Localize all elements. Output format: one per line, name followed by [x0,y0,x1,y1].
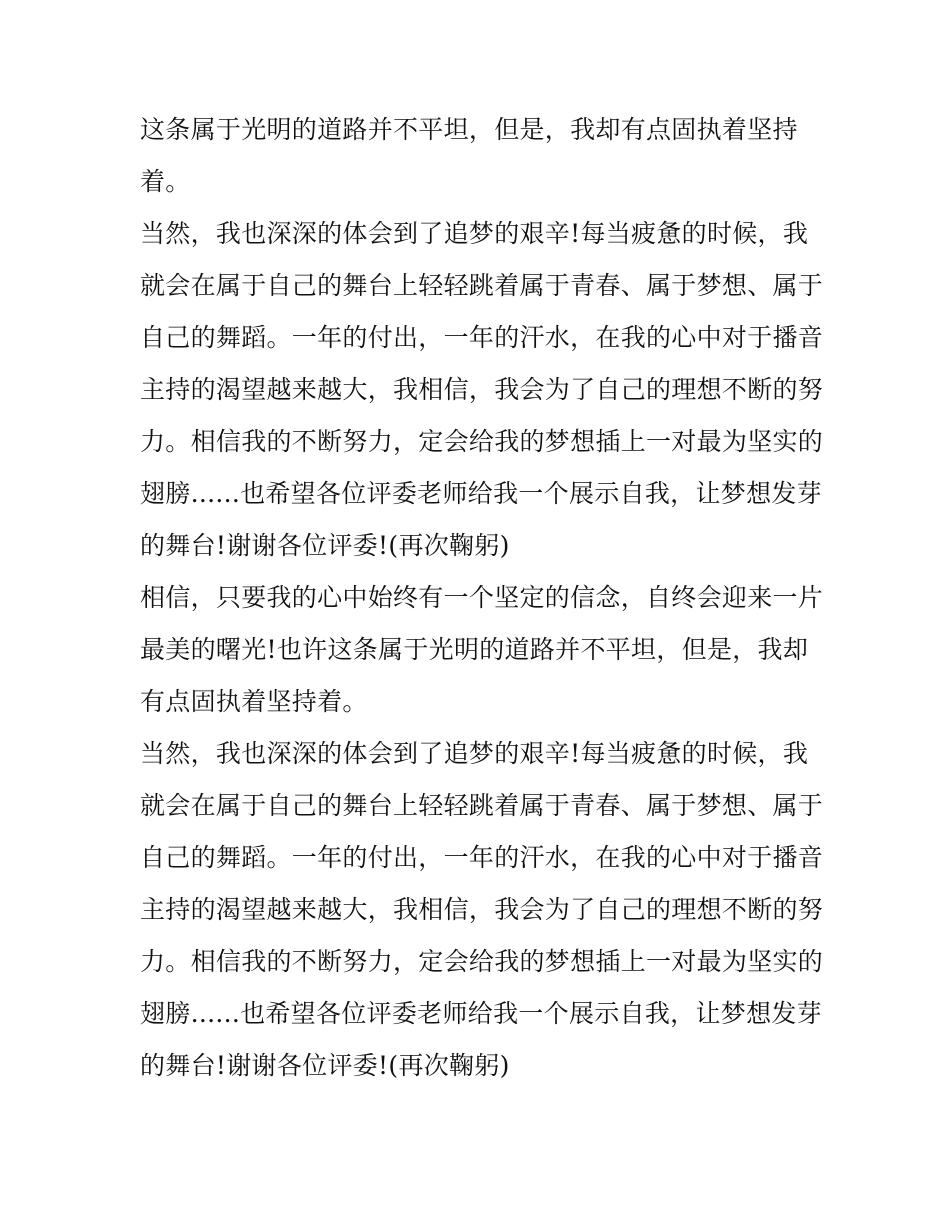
text-line: 就会在属于自己的舞台上轻轻跳着属于青春、属于梦想、属于 [140,271,824,300]
text-line: 自己的舞蹈。一年的付出，一年的汗水，在我的心中对于播音 [140,843,824,872]
text-line: 主持的渴望越来越大，我相信，我会为了自己的理想不断的努 [140,375,824,404]
text-line: 着。 [140,167,191,196]
text-line: 自己的舞蹈。一年的付出，一年的汗水，在我的心中对于播音 [140,323,824,352]
text-line: 的舞台!谢谢各位评委!(再次鞠躬) [140,531,510,560]
body-text [140,104,824,1092]
text-line: 这条属于光明的道路并不平坦，但是，我却有点固执着坚持 [140,115,798,144]
text-line: 当然，我也深深的体会到了追梦的艰辛!每当疲惫的时候，我 [140,739,809,768]
text-line: 主持的渴望越来越大，我相信，我会为了自己的理想不断的努 [140,895,824,924]
text-line: 就会在属于自己的舞台上轻轻跳着属于青春、属于梦想、属于 [140,791,824,820]
text-line: 的舞台!谢谢各位评委!(再次鞠躬) [140,1051,510,1080]
text-line: 当然，我也深深的体会到了追梦的艰辛!每当疲惫的时候，我 [140,219,809,248]
text-line: 翅膀......也希望各位评委老师给我一个展示自我，让梦想发芽 [140,479,822,508]
text-line: 力。相信我的不断努力，定会给我的梦想插上一对最为坚实的 [140,427,824,456]
text-line: 最美的曙光!也许这条属于光明的道路并不平坦，但是，我却 [140,635,809,664]
text-line: 力。相信我的不断努力，定会给我的梦想插上一对最为坚实的 [140,947,824,976]
text-line: 有点固执着坚持着。 [140,687,368,716]
text-line: 相信，只要我的心中始终有一个坚定的信念，自终会迎来一片 [140,583,824,612]
text-line: 翅膀......也希望各位评委老师给我一个展示自我，让梦想发芽 [140,999,822,1028]
